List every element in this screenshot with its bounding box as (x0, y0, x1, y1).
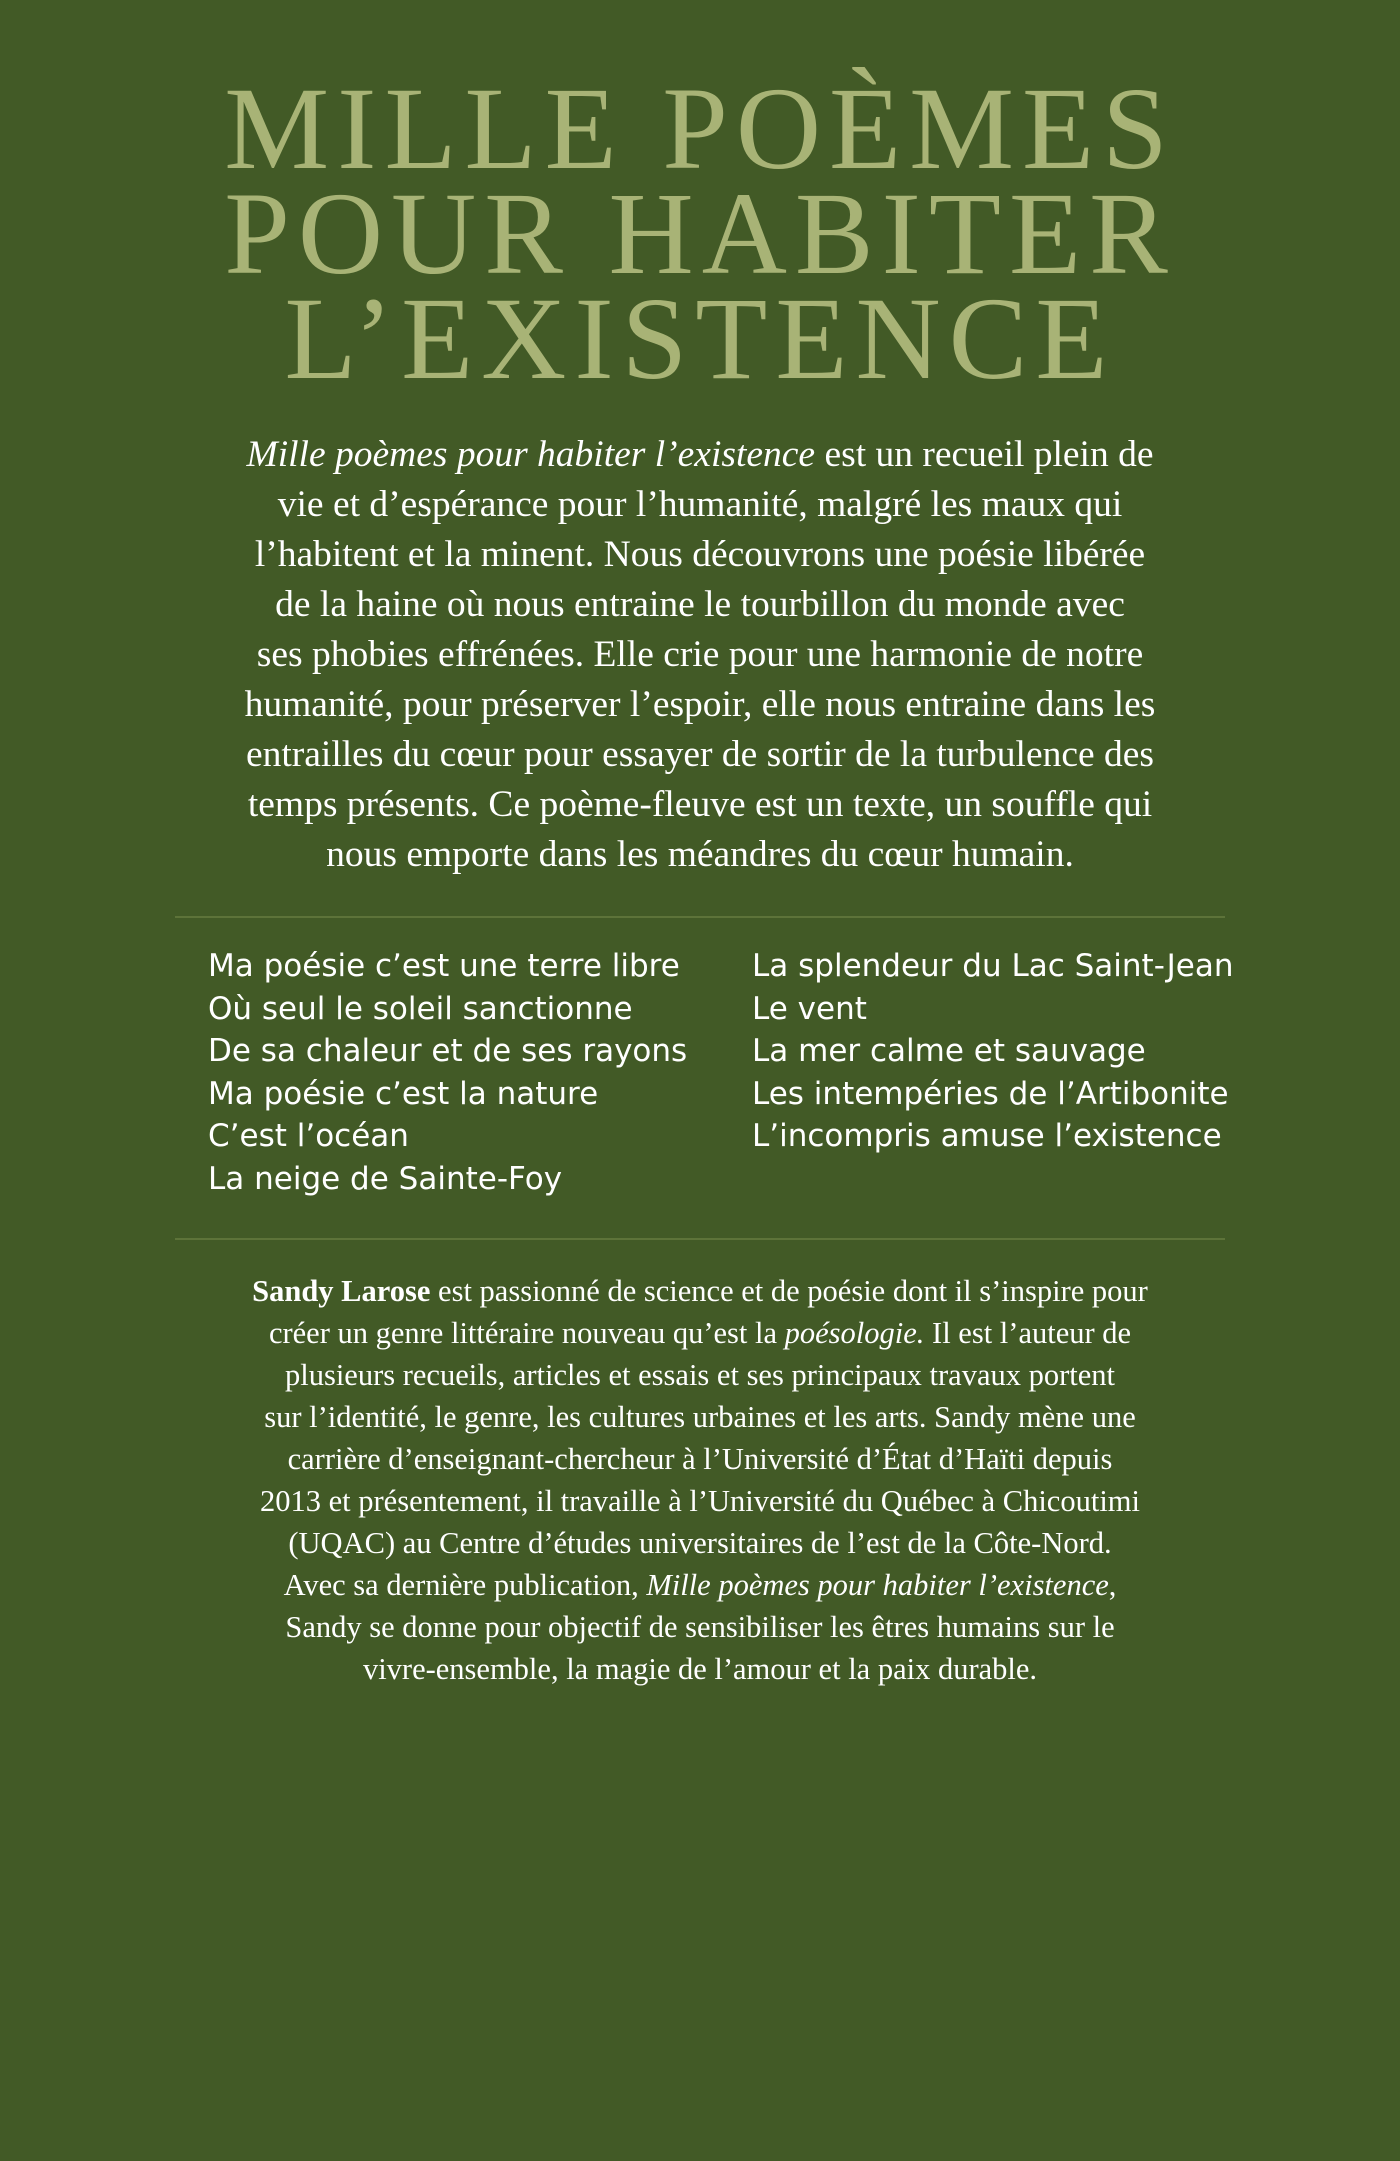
bio-line-6: 2013 et présentement, il travaille à l’Université du Québec à Chicoutimi (260, 1484, 1140, 1518)
bio-line-7: (UQAC) au Centre d’études universitaires de l’est de la Côte-Nord. (288, 1526, 1112, 1560)
poem-line: Ma poésie c’est la nature (208, 1075, 599, 1112)
poem-line: Le vent (752, 990, 867, 1027)
blurb-line-8: temps présents. Ce poème-fleuve est un texte, un souffle qui (247, 784, 1153, 825)
author-name: Sandy Larose (252, 1274, 431, 1308)
divider-bottom (175, 1238, 1225, 1240)
bio-line-1: est passionné de science et de poésie dont il s’inspire pour (430, 1274, 1148, 1308)
title-line-1: MILLE POÈMES (224, 63, 1176, 194)
bio-term-poesologie: poésologie. (784, 1316, 925, 1350)
bio-line-2-end: Il est l’auteur de (924, 1316, 1132, 1350)
blurb-line-2: vie et d’espérance pour l’humanité, malgré les maux qui (277, 484, 1123, 525)
bio-line-3: plusieurs recueils, articles et essais et ses principaux travaux portent (284, 1358, 1115, 1392)
bio-line-5: carrière d’enseignant-chercheur à l’Université d’État d’Haïti depuis (287, 1442, 1113, 1476)
poem-excerpt-left-column (208, 945, 687, 1200)
blurb-line-7: entrailles du cœur pour essayer de sortir de la turbulence des (245, 734, 1154, 775)
blurb-line-9: nous emporte dans les méandres du cœur humain. (326, 834, 1074, 875)
poem-line: La splendeur du Lac Saint-Jean (752, 948, 1234, 984)
blurb-line-1: est un recueil plein de (815, 434, 1154, 475)
blurb-line-3: l’habitent et la minent. Nous découvrons une poésie libérée (254, 534, 1146, 575)
poem-line: De sa chaleur et de ses rayons (208, 1033, 688, 1069)
book-title-heading (100, 63, 1300, 404)
title-line-3: L’EXISTENCE (284, 273, 1116, 404)
blurb-line-5: ses phobies effrénées. Elle crie pour une harmonie de notre (256, 634, 1144, 675)
author-biography (160, 1270, 1240, 1690)
bio-line-10: vivre-ensemble, la magie de l’amour et la paix durable. (362, 1652, 1038, 1686)
poem-line: L’incompris amuse l’existence (752, 1118, 1222, 1154)
poem-line: La neige de Sainte-Foy (208, 1160, 563, 1197)
bio-line-2-start: créer un genre littéraire nouveau qu’est la (268, 1316, 785, 1350)
divider-top (175, 916, 1225, 918)
blurb-book-title: Mille poèmes pour habiter l’existence (246, 434, 816, 475)
poem-line: Ma poésie c’est une terre libre (208, 948, 680, 984)
bio-line-8-end: , (1108, 1568, 1117, 1602)
blurb-line-6: humanité, pour préserver l’espoir, elle nous entraine dans les (244, 684, 1156, 725)
poem-excerpt-right-column (752, 945, 1233, 1158)
poem-line: C’est l’océan (208, 1118, 409, 1154)
poem-line: Où seul le soleil sanctionne (208, 990, 633, 1027)
title-line-2: POUR HABITER (224, 168, 1176, 299)
blurb-line-4: de la haine où nous entraine le tourbillon du monde avec (275, 584, 1125, 625)
bio-line-8-start: Avec sa dernière publication, (283, 1568, 647, 1602)
bio-line-9: Sandy se donne pour objectif de sensibiliser les êtres humains sur le (285, 1610, 1115, 1644)
book-description (150, 430, 1250, 880)
poem-line: La mer calme et sauvage (752, 1033, 1146, 1069)
bio-book-title: Mille poèmes pour habiter l’existence (646, 1568, 1109, 1602)
bio-line-4: sur l’identité, le genre, les cultures urbaines et les arts. Sandy mène une (264, 1400, 1136, 1434)
poem-line: Les intempéries de l’Artibonite (752, 1075, 1229, 1112)
